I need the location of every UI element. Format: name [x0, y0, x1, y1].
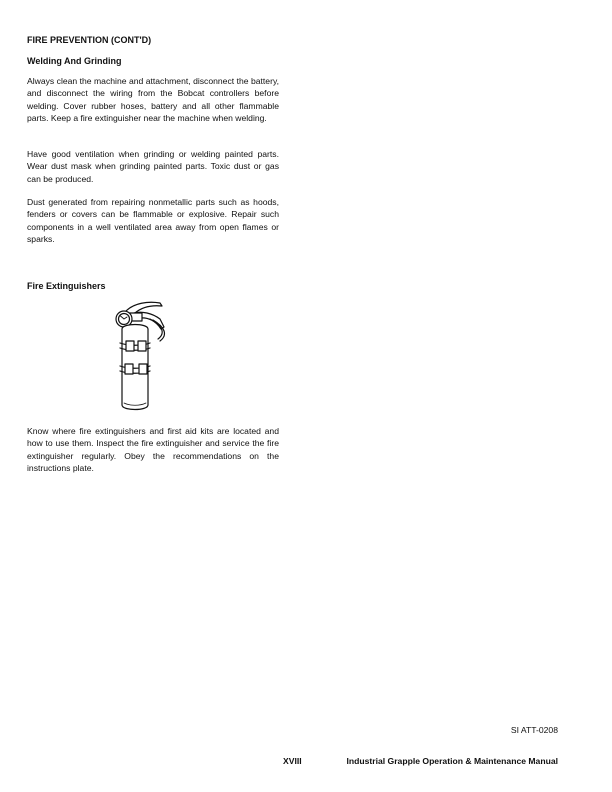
document-id: SI ATT-0208 — [510, 725, 558, 735]
section-title: FIRE PREVENTION (CONT'D) — [27, 35, 152, 45]
fire-extinguishers-heading: Fire Extinguishers — [27, 281, 106, 291]
welding-paragraph: Always clean the machine and attachment, disconnect the battery, and disconnect the wiring from the Bobcat controllers before welding. Cover rubber hoses, battery and all other flammable parts. Keep a fire extinguisher near the machine when welding. — [27, 76, 279, 123]
fire-extinguisher-icon — [104, 299, 174, 415]
page-number: XVIII — [283, 756, 302, 766]
dust-paragraph: Dust generated from repairing nonmetallic parts such as hoods, fenders or covers can be flammable or explosive. Repair such components in a well ventilated area away from open flames or sparks. — [27, 197, 279, 244]
manual-title: Industrial Grapple Operation & Maintenance Manual — [346, 756, 558, 766]
welding-heading: Welding And Grinding — [27, 56, 122, 66]
ventilation-paragraph: Have good ventilation when grinding or welding painted parts. Wear dust mask when grinding painted parts. Toxic dust or gas can be produced. — [27, 149, 279, 184]
extinguisher-paragraph: Know where fire extinguishers and first aid kits are located and how to use them. Inspect the fire extinguisher and service the fire extinguisher regularly. Obey the recommendations on the instructions plate. — [27, 426, 279, 473]
